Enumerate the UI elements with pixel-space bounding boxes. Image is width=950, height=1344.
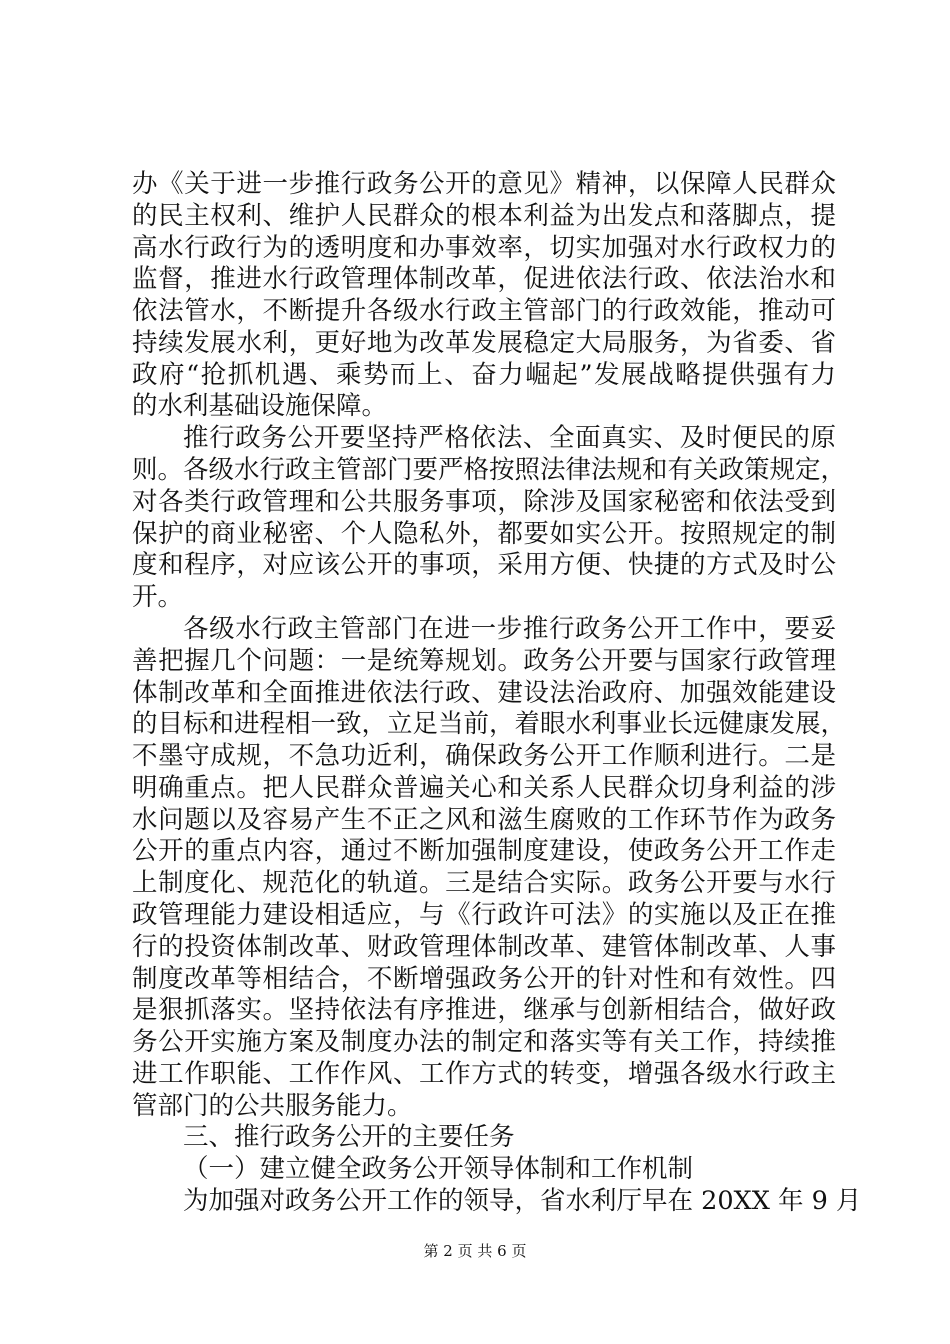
body-text-line: 对各类行政管理和公共服务事项，除涉及国家秘密和依法受到 xyxy=(132,487,836,517)
body-text-line: 上制度化、规范化的轨道。三是结合实际。政务公开要与水行 xyxy=(132,868,836,898)
body-text-line: 持续发展水利，更好地为改革发展稳定大局服务，为省委、省 xyxy=(132,328,836,358)
body-text-line: 的目标和进程相一致，立足当前，着眼水利事业长远健康发展， xyxy=(132,709,847,739)
body-text-line: 保护的商业秘密、个人隐私外，都要如实公开。按照规定的制 xyxy=(132,519,836,549)
body-text-line: 进工作职能、工作作风、工作方式的转变，增强各级水行政主 xyxy=(132,1059,836,1089)
body-text-line: 的民主权利、维护人民群众的根本利益为出发点和落脚点，提 xyxy=(132,201,836,231)
body-text-line: 政管理能力建设相适应，与《行政许可法》的实施以及正在推 xyxy=(132,900,836,930)
body-text-line: 公开的重点内容，通过不断加强制度建设，使政务公开工作走 xyxy=(132,836,836,866)
body-text-line: 依法管水，不断提升各级水行政主管部门的行政效能，推动可 xyxy=(132,296,836,326)
body-text-line: 明确重点。把人民群众普遍关心和关系人民群众切身利益的涉 xyxy=(132,773,836,803)
body-text-line: 度和程序，对应该公开的事项，采用方便、快捷的方式及时公 xyxy=(132,550,836,580)
body-text-line: 务公开实施方案及制度办法的制定和落实等有关工作，持续推 xyxy=(132,1027,836,1057)
body-text-line: 制度改革等相结合，不断增强政务公开的针对性和有效性。四 xyxy=(132,964,836,994)
body-text-line: 水问题以及容易产生不正之风和滋生腐败的工作环节作为政务 xyxy=(132,805,836,835)
body-text-line: 开。 xyxy=(132,582,184,612)
paragraph-first-line: 为加强对政务公开工作的领导，省水利厅早在 20XX 年 9 月 xyxy=(183,1186,862,1216)
body-text-line: 是狠抓落实。坚持依法有序推进，继承与创新相结合，做好政 xyxy=(132,995,836,1025)
section-heading: 三、推行政务公开的主要任务 xyxy=(183,1122,515,1152)
body-text-line: 善把握几个问题：一是统筹规划。政务公开要与国家行政管理 xyxy=(132,646,836,676)
body-text-line: 办《关于进一步推行政务公开的意见》精神，以保障人民群众 xyxy=(132,169,836,199)
body-text-line: 不墨守成规，不急功近利，确保政务公开工作顺利进行。二是 xyxy=(132,741,836,771)
body-text-line: 的水利基础设施保障。 xyxy=(132,391,388,421)
body-text-line: 管部门的公共服务能力。 xyxy=(132,1091,413,1121)
subsection-heading: （一）建立健全政务公开领导体制和工作机制 xyxy=(183,1154,694,1184)
page-number-footer: 第 2 页 共 6 页 xyxy=(423,1242,527,1260)
body-text-line: 体制改革和全面推进依法行政、建设法治政府、加强效能建设 xyxy=(132,678,836,708)
body-text-line: 监督，推进水行政管理体制改革，促进依法行政、依法治水和 xyxy=(132,264,836,294)
body-text-line: 行的投资体制改革、财政管理体制改革、建管体制改革、人事 xyxy=(132,932,836,962)
body-text-line: 高水行政行为的透明度和办事效率，切实加强对水行政权力的 xyxy=(132,233,836,263)
paragraph-first-line: 各级水行政主管部门在进一步推行政务公开工作中，要妥 xyxy=(183,614,836,644)
body-text-line: 政府“抢抓机遇、乘势而上、奋力崛起”发展战略提供强有力 xyxy=(132,360,836,390)
paragraph-first-line: 推行政务公开要坚持严格依法、全面真实、及时便民的原 xyxy=(183,423,836,453)
body-text-line: 则。各级水行政主管部门要严格按照法律法规和有关政策规定， xyxy=(132,455,847,485)
